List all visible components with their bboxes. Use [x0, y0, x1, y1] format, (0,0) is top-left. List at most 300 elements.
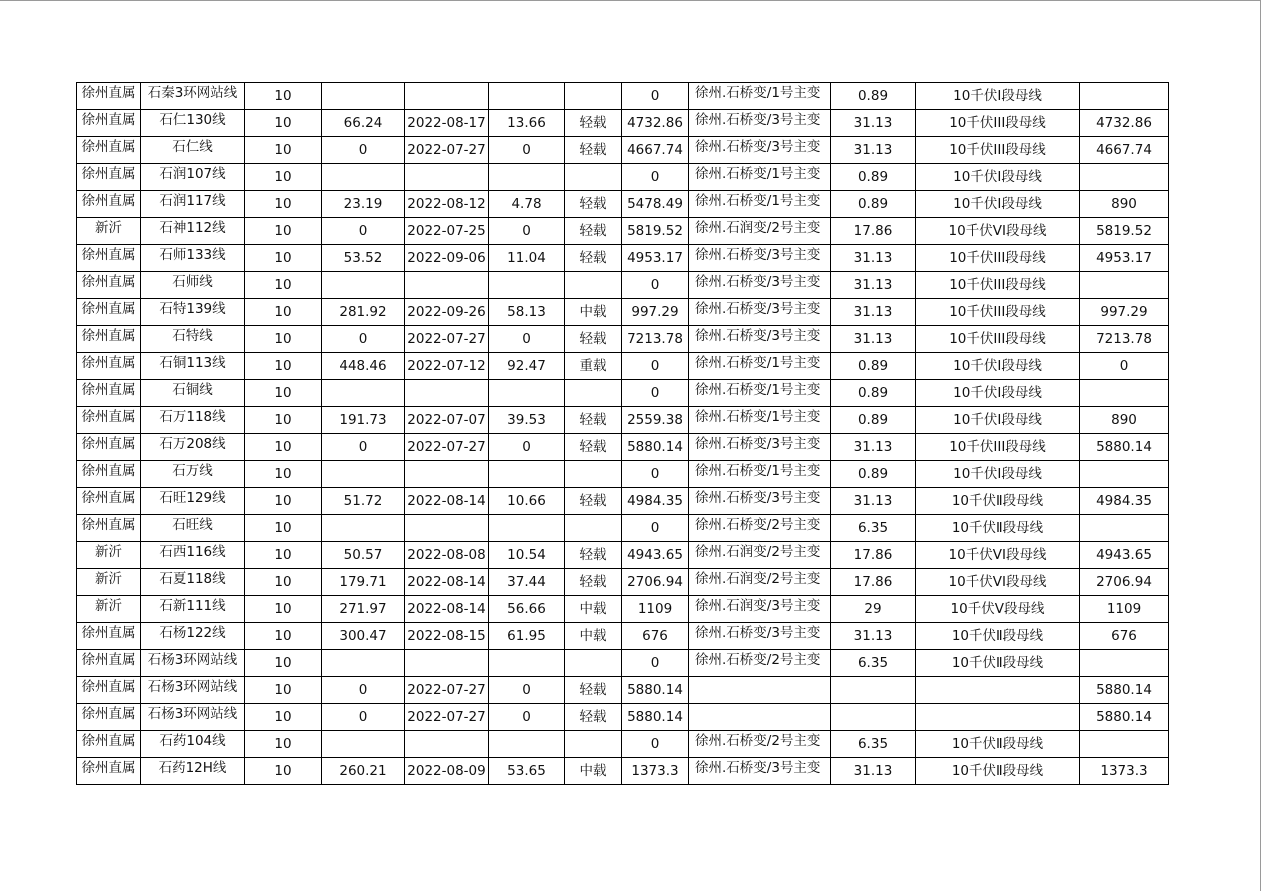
- bus-section-cell: 10千伏III段母线: [916, 299, 1080, 326]
- available-capacity-cell: 676: [1080, 623, 1169, 650]
- line-name-cell: [141, 461, 245, 488]
- max-load-cell: 66.24: [322, 110, 405, 137]
- table-row: [77, 434, 1169, 461]
- load-status-cell: [565, 461, 622, 488]
- district-cell: [77, 434, 141, 461]
- bus-section-cell: 10千伏VI段母线: [916, 542, 1080, 569]
- line-name-cell: [141, 272, 245, 299]
- max-load-cell: [322, 650, 405, 677]
- load-rate-cell: [489, 731, 565, 758]
- bus-section-cell: 10千伏Ⅰ段母线: [916, 164, 1080, 191]
- capacity-cell: 2559.38: [622, 407, 689, 434]
- line-name-cell: [141, 650, 245, 677]
- table-row: [77, 650, 1169, 677]
- load-rate-cell: [489, 272, 565, 299]
- district-cell: [77, 380, 141, 407]
- date-cell: 2022-07-27: [405, 434, 489, 461]
- district-cell: [77, 569, 141, 596]
- max-load-cell: [322, 731, 405, 758]
- source-transformer-cell: [689, 137, 831, 164]
- source-transformer-text: 徐州.石桥变/1号主变: [695, 355, 821, 371]
- transformer-value-cell: 0.89: [831, 461, 916, 488]
- load-status-cell: 中载: [565, 758, 622, 785]
- district-cell: [77, 299, 141, 326]
- max-load-cell: 179.71: [322, 569, 405, 596]
- line-name-cell: [141, 488, 245, 515]
- source-transformer-text: 徐州.石桥变/2号主变: [695, 652, 821, 668]
- available-capacity-cell: 7213.78: [1080, 326, 1169, 353]
- capacity-cell: 0: [622, 164, 689, 191]
- available-capacity-cell: 4953.17: [1080, 245, 1169, 272]
- line-name-text: 石仁130线: [159, 112, 226, 128]
- line-name-cell: [141, 83, 245, 110]
- source-transformer-cell: [689, 353, 831, 380]
- district-text: 徐州直属: [81, 733, 136, 749]
- date-cell: 2022-07-25: [405, 218, 489, 245]
- bus-section-cell: 10千伏Ⅰ段母线: [916, 407, 1080, 434]
- table-row: [77, 137, 1169, 164]
- capacity-cell: 5880.14: [622, 704, 689, 731]
- district-text: 徐州直属: [81, 139, 136, 155]
- source-transformer-text: 徐州.石桥变/3号主变: [695, 328, 821, 344]
- max-load-cell: 23.19: [322, 191, 405, 218]
- voltage-cell: 10: [245, 110, 322, 137]
- line-name-cell: [141, 704, 245, 731]
- load-rate-cell: 0: [489, 218, 565, 245]
- available-capacity-cell: 1109: [1080, 596, 1169, 623]
- district-text: 徐州直属: [81, 382, 136, 398]
- capacity-cell: 5880.14: [622, 434, 689, 461]
- voltage-cell: 10: [245, 461, 322, 488]
- district-cell: [77, 623, 141, 650]
- transformer-value-cell: 0.89: [831, 191, 916, 218]
- load-rate-cell: [489, 380, 565, 407]
- bus-section-cell: 10千伏Ⅰ段母线: [916, 380, 1080, 407]
- line-name-text: 石仁线: [172, 139, 213, 155]
- capacity-cell: 4732.86: [622, 110, 689, 137]
- bus-section-cell: [916, 677, 1080, 704]
- district-cell: [77, 191, 141, 218]
- load-rate-cell: [489, 461, 565, 488]
- load-status-cell: 轻载: [565, 488, 622, 515]
- district-cell: [77, 326, 141, 353]
- load-status-cell: [565, 380, 622, 407]
- load-rate-cell: 4.78: [489, 191, 565, 218]
- bus-section-cell: 10千伏Ⅰ段母线: [916, 191, 1080, 218]
- date-cell: 2022-07-12: [405, 353, 489, 380]
- line-name-text: 石特线: [172, 328, 213, 344]
- available-capacity-cell: 890: [1080, 191, 1169, 218]
- line-name-cell: [141, 164, 245, 191]
- district-text: 徐州直属: [81, 436, 136, 452]
- district-cell: [77, 677, 141, 704]
- voltage-cell: 10: [245, 434, 322, 461]
- line-name-cell: [141, 596, 245, 623]
- district-cell: [77, 407, 141, 434]
- line-name-text: 石润117线: [159, 193, 226, 209]
- district-cell: [77, 758, 141, 785]
- max-load-cell: 0: [322, 218, 405, 245]
- transformer-value-cell: 17.86: [831, 569, 916, 596]
- bus-section-cell: 10千伏Ⅱ段母线: [916, 758, 1080, 785]
- line-name-text: 石师133线: [159, 247, 226, 263]
- max-load-cell: [322, 272, 405, 299]
- source-transformer-cell: [689, 434, 831, 461]
- load-status-cell: [565, 515, 622, 542]
- available-capacity-cell: [1080, 515, 1169, 542]
- max-load-cell: 53.52: [322, 245, 405, 272]
- transformer-value-cell: [831, 704, 916, 731]
- date-cell: 2022-08-15: [405, 623, 489, 650]
- source-transformer-cell: [689, 569, 831, 596]
- source-transformer-cell: [689, 164, 831, 191]
- transformer-value-cell: 31.13: [831, 299, 916, 326]
- transformer-value-cell: 17.86: [831, 218, 916, 245]
- load-rate-cell: 92.47: [489, 353, 565, 380]
- capacity-cell: 0: [622, 731, 689, 758]
- table-row: [77, 380, 1169, 407]
- transformer-value-cell: 31.13: [831, 623, 916, 650]
- district-text: 徐州直属: [81, 517, 136, 533]
- district-text: 徐州直属: [81, 247, 136, 263]
- feeder-load-table: [76, 82, 1169, 785]
- table-row: [77, 704, 1169, 731]
- max-load-cell: 0: [322, 677, 405, 704]
- bus-section-cell: 10千伏Ⅰ段母线: [916, 83, 1080, 110]
- line-name-cell: [141, 515, 245, 542]
- date-cell: [405, 650, 489, 677]
- table-row: [77, 677, 1169, 704]
- voltage-cell: 10: [245, 596, 322, 623]
- voltage-cell: 10: [245, 380, 322, 407]
- transformer-value-cell: 0.89: [831, 380, 916, 407]
- transformer-value-cell: 29: [831, 596, 916, 623]
- district-text: 徐州直属: [81, 652, 136, 668]
- max-load-cell: 448.46: [322, 353, 405, 380]
- bus-section-cell: 10千伏III段母线: [916, 110, 1080, 137]
- table-row: [77, 191, 1169, 218]
- load-rate-cell: 56.66: [489, 596, 565, 623]
- load-rate-cell: [489, 83, 565, 110]
- line-name-text: 石万208线: [159, 436, 226, 452]
- transformer-value-cell: 0.89: [831, 407, 916, 434]
- bus-section-cell: 10千伏III段母线: [916, 326, 1080, 353]
- voltage-cell: 10: [245, 731, 322, 758]
- line-name-text: 石新111线: [159, 598, 226, 614]
- line-name-text: 石润107线: [159, 166, 226, 182]
- voltage-cell: 10: [245, 704, 322, 731]
- available-capacity-cell: 0: [1080, 353, 1169, 380]
- source-transformer-cell: [689, 326, 831, 353]
- max-load-cell: 51.72: [322, 488, 405, 515]
- source-transformer-text: 徐州.石桥变/3号主变: [695, 274, 821, 290]
- district-cell: [77, 218, 141, 245]
- voltage-cell: 10: [245, 569, 322, 596]
- source-transformer-text: 徐州.石润变/2号主变: [695, 571, 821, 587]
- line-name-cell: [141, 326, 245, 353]
- source-transformer-text: 徐州.石桥变/3号主变: [695, 112, 821, 128]
- bus-section-cell: 10千伏Ⅱ段母线: [916, 650, 1080, 677]
- district-text: 新沂: [95, 544, 122, 560]
- district-cell: [77, 650, 141, 677]
- district-text: 徐州直属: [81, 760, 136, 776]
- available-capacity-cell: 5880.14: [1080, 434, 1169, 461]
- available-capacity-cell: [1080, 272, 1169, 299]
- source-transformer-cell: [689, 461, 831, 488]
- district-cell: [77, 461, 141, 488]
- load-status-cell: [565, 164, 622, 191]
- line-name-text: 石秦3环网站线: [147, 85, 238, 101]
- district-cell: [77, 110, 141, 137]
- line-name-cell: [141, 434, 245, 461]
- bus-section-cell: 10千伏III段母线: [916, 245, 1080, 272]
- bus-section-cell: [916, 704, 1080, 731]
- bus-section-cell: 10千伏Ⅰ段母线: [916, 461, 1080, 488]
- source-transformer-cell: [689, 245, 831, 272]
- district-text: 徐州直属: [81, 85, 136, 101]
- voltage-cell: 10: [245, 299, 322, 326]
- source-transformer-text: 徐州.石润变/2号主变: [695, 544, 821, 560]
- bus-section-cell: 10千伏III段母线: [916, 272, 1080, 299]
- table-row: [77, 461, 1169, 488]
- line-name-text: 石杨3环网站线: [147, 652, 238, 668]
- date-cell: 2022-08-14: [405, 488, 489, 515]
- line-name-cell: [141, 299, 245, 326]
- date-cell: 2022-07-27: [405, 326, 489, 353]
- source-transformer-cell: [689, 515, 831, 542]
- source-transformer-cell: [689, 83, 831, 110]
- transformer-value-cell: 31.13: [831, 488, 916, 515]
- load-rate-cell: 61.95: [489, 623, 565, 650]
- max-load-cell: 0: [322, 326, 405, 353]
- district-cell: [77, 353, 141, 380]
- capacity-cell: 4943.65: [622, 542, 689, 569]
- table-row: [77, 245, 1169, 272]
- available-capacity-cell: 4732.86: [1080, 110, 1169, 137]
- capacity-cell: 0: [622, 353, 689, 380]
- transformer-value-cell: 31.13: [831, 326, 916, 353]
- source-transformer-text: 徐州.石润变/2号主变: [695, 220, 821, 236]
- source-transformer-text: 徐州.石桥变/3号主变: [695, 436, 821, 452]
- source-transformer-text: 徐州.石桥变/1号主变: [695, 382, 821, 398]
- voltage-cell: 10: [245, 758, 322, 785]
- capacity-cell: 0: [622, 461, 689, 488]
- capacity-cell: 5819.52: [622, 218, 689, 245]
- max-load-cell: 271.97: [322, 596, 405, 623]
- bus-section-cell: 10千伏VI段母线: [916, 569, 1080, 596]
- line-name-text: 石旺线: [172, 517, 213, 533]
- source-transformer-cell: [689, 758, 831, 785]
- date-cell: 2022-08-08: [405, 542, 489, 569]
- district-cell: [77, 245, 141, 272]
- source-transformer-cell: [689, 542, 831, 569]
- transformer-value-cell: 31.13: [831, 110, 916, 137]
- line-name-cell: [141, 731, 245, 758]
- max-load-cell: [322, 164, 405, 191]
- load-rate-cell: 0: [489, 704, 565, 731]
- source-transformer-cell: [689, 677, 831, 704]
- district-cell: [77, 704, 141, 731]
- transformer-value-cell: [831, 677, 916, 704]
- load-rate-cell: 37.44: [489, 569, 565, 596]
- district-text: 徐州直属: [81, 409, 136, 425]
- district-text: 徐州直属: [81, 193, 136, 209]
- load-status-cell: 轻载: [565, 542, 622, 569]
- source-transformer-text: 徐州.石桥变/3号主变: [695, 625, 821, 641]
- source-transformer-text: [689, 677, 830, 701]
- bus-section-cell: 10千伏III段母线: [916, 434, 1080, 461]
- district-cell: [77, 596, 141, 623]
- available-capacity-cell: [1080, 164, 1169, 191]
- transformer-value-cell: 6.35: [831, 650, 916, 677]
- source-transformer-cell: [689, 407, 831, 434]
- district-text: 新沂: [95, 598, 122, 614]
- load-rate-cell: 53.65: [489, 758, 565, 785]
- date-cell: [405, 83, 489, 110]
- available-capacity-cell: 4667.74: [1080, 137, 1169, 164]
- load-status-cell: 轻载: [565, 191, 622, 218]
- table-row: [77, 110, 1169, 137]
- load-rate-cell: 10.54: [489, 542, 565, 569]
- transformer-value-cell: 31.13: [831, 137, 916, 164]
- source-transformer-cell: [689, 623, 831, 650]
- district-cell: [77, 731, 141, 758]
- date-cell: 2022-09-06: [405, 245, 489, 272]
- voltage-cell: 10: [245, 326, 322, 353]
- date-cell: [405, 164, 489, 191]
- transformer-value-cell: 31.13: [831, 245, 916, 272]
- source-transformer-text: 徐州.石桥变/3号主变: [695, 760, 821, 776]
- load-status-cell: 轻载: [565, 677, 622, 704]
- source-transformer-cell: [689, 596, 831, 623]
- source-transformer-text: 徐州.石桥变/3号主变: [695, 490, 821, 506]
- available-capacity-cell: [1080, 461, 1169, 488]
- voltage-cell: 10: [245, 83, 322, 110]
- available-capacity-cell: 997.29: [1080, 299, 1169, 326]
- source-transformer-text: [689, 704, 830, 728]
- line-name-text: 石杨3环网站线: [147, 706, 238, 722]
- bus-section-cell: 10千伏Ⅱ段母线: [916, 731, 1080, 758]
- transformer-value-cell: 0.89: [831, 353, 916, 380]
- bus-section-cell: 10千伏Ⅴ段母线: [916, 596, 1080, 623]
- transformer-value-cell: 31.13: [831, 272, 916, 299]
- source-transformer-cell: [689, 650, 831, 677]
- line-name-cell: [141, 218, 245, 245]
- table-row: [77, 569, 1169, 596]
- voltage-cell: 10: [245, 191, 322, 218]
- date-cell: 2022-07-27: [405, 704, 489, 731]
- load-status-cell: 轻载: [565, 218, 622, 245]
- district-text: 徐州直属: [81, 301, 136, 317]
- line-name-cell: [141, 758, 245, 785]
- district-cell: [77, 164, 141, 191]
- date-cell: [405, 461, 489, 488]
- source-transformer-cell: [689, 488, 831, 515]
- load-status-cell: 轻载: [565, 245, 622, 272]
- load-status-cell: [565, 731, 622, 758]
- load-rate-cell: 39.53: [489, 407, 565, 434]
- source-transformer-cell: [689, 731, 831, 758]
- date-cell: 2022-07-27: [405, 137, 489, 164]
- transformer-value-cell: 17.86: [831, 542, 916, 569]
- district-text: 徐州直属: [81, 355, 136, 371]
- line-name-cell: [141, 407, 245, 434]
- available-capacity-cell: [1080, 380, 1169, 407]
- voltage-cell: 10: [245, 488, 322, 515]
- capacity-cell: 4667.74: [622, 137, 689, 164]
- load-rate-cell: 0: [489, 677, 565, 704]
- line-name-text: 石师线: [172, 274, 213, 290]
- source-transformer-text: 徐州.石桥变/2号主变: [695, 517, 821, 533]
- load-status-cell: 轻载: [565, 569, 622, 596]
- date-cell: [405, 272, 489, 299]
- capacity-cell: 0: [622, 380, 689, 407]
- date-cell: [405, 731, 489, 758]
- district-cell: [77, 272, 141, 299]
- source-transformer-cell: [689, 272, 831, 299]
- line-name-text: 石神112线: [159, 220, 226, 236]
- transformer-value-cell: 6.35: [831, 515, 916, 542]
- line-name-cell: [141, 569, 245, 596]
- max-load-cell: 281.92: [322, 299, 405, 326]
- line-name-cell: [141, 110, 245, 137]
- district-cell: [77, 488, 141, 515]
- district-cell: [77, 515, 141, 542]
- max-load-cell: 0: [322, 137, 405, 164]
- line-name-cell: [141, 137, 245, 164]
- district-cell: [77, 542, 141, 569]
- table-row: [77, 488, 1169, 515]
- voltage-cell: 10: [245, 677, 322, 704]
- line-name-cell: [141, 623, 245, 650]
- voltage-cell: 10: [245, 515, 322, 542]
- date-cell: [405, 515, 489, 542]
- district-text: 徐州直属: [81, 328, 136, 344]
- voltage-cell: 10: [245, 353, 322, 380]
- table-row: [77, 407, 1169, 434]
- district-cell: [77, 137, 141, 164]
- bus-section-cell: 10千伏III段母线: [916, 137, 1080, 164]
- line-name-text: 石特139线: [159, 301, 226, 317]
- table-row: [77, 542, 1169, 569]
- voltage-cell: 10: [245, 542, 322, 569]
- line-name-text: 石旺129线: [159, 490, 226, 506]
- source-transformer-cell: [689, 218, 831, 245]
- transformer-value-cell: 0.89: [831, 164, 916, 191]
- line-name-cell: [141, 245, 245, 272]
- capacity-cell: 4984.35: [622, 488, 689, 515]
- capacity-cell: 2706.94: [622, 569, 689, 596]
- available-capacity-cell: 890: [1080, 407, 1169, 434]
- line-name-text: 石铜线: [172, 382, 213, 398]
- voltage-cell: 10: [245, 407, 322, 434]
- available-capacity-cell: [1080, 650, 1169, 677]
- source-transformer-cell: [689, 299, 831, 326]
- capacity-cell: 676: [622, 623, 689, 650]
- line-name-text: 石西116线: [159, 544, 226, 560]
- district-text: 新沂: [95, 571, 122, 587]
- source-transformer-text: 徐州.石桥变/1号主变: [695, 85, 821, 101]
- district-text: 徐州直属: [81, 112, 136, 128]
- bus-section-cell: 10千伏VI段母线: [916, 218, 1080, 245]
- line-name-cell: [141, 191, 245, 218]
- line-name-text: 石万118线: [159, 409, 226, 425]
- district-text: 徐州直属: [81, 274, 136, 290]
- date-cell: 2022-08-09: [405, 758, 489, 785]
- district-text: 新沂: [95, 220, 122, 236]
- max-load-cell: [322, 380, 405, 407]
- load-status-cell: [565, 272, 622, 299]
